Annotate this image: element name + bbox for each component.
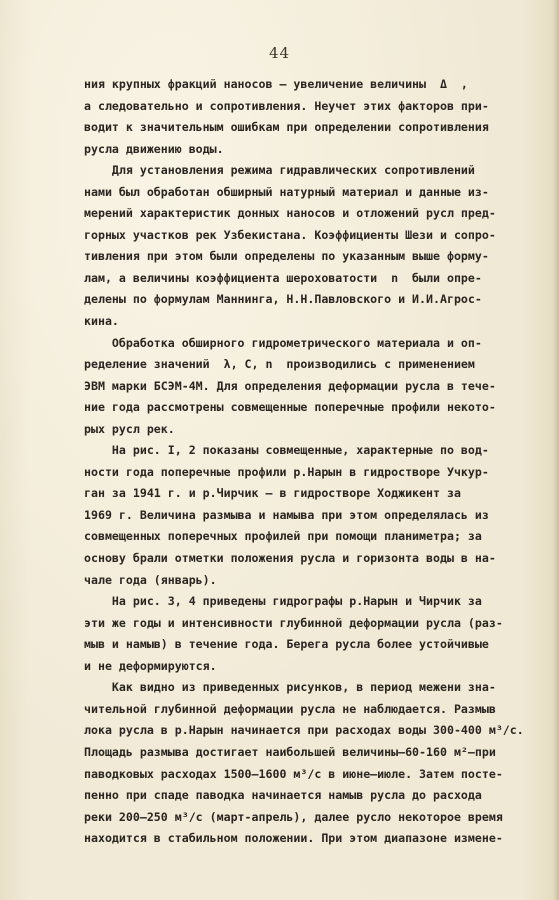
- page-number: 44: [268, 44, 291, 62]
- text-line: и не деформируются.: [84, 658, 217, 673]
- text-line: ган за 1941 г. и р.Чирчик – в гидростворе Ходжикент за: [84, 486, 461, 501]
- text-line: ние года рассмотрены совмещенные поперечные профили некото-: [84, 400, 496, 415]
- text-line: мыв и намыв) в течение года. Берега русла более устойчивые: [84, 637, 489, 652]
- text-line: На рис. 3, 4 приведены гидрографы р.Нарын и Чирчик за: [84, 594, 482, 609]
- text-line: ределение значений λ, C, n производились с применением: [84, 357, 475, 372]
- text-line: Как видно из приведенных рисунков, в период межени зна-: [84, 680, 496, 695]
- text-line: кина.: [84, 314, 119, 329]
- text-line: лока русла в р.Нарын начинается при расходах воды 300-400 м³/с.: [84, 723, 524, 738]
- text-line: Обработка обширного гидрометрического материала и оп-: [84, 335, 482, 350]
- text-line: На рис. I, 2 показаны совмещенные, характерные по вод-: [84, 443, 489, 458]
- text-line: пенно при спаде паводка начинается намыв русла до расхода: [84, 788, 482, 803]
- text-line: основу брали отметки положения русла и горизонта воды в на-: [84, 551, 496, 566]
- text-line: реки 200–250 м³/с (март-апрель), далее русло некоторое время: [84, 809, 503, 824]
- text-line: делены по формулам Маннинга, Н.Н.Павловского и И.И.Агрос-: [84, 292, 482, 307]
- text-line: ЭВМ марки БСЭМ-4М. Для определения деформации русла в тече-: [84, 378, 496, 393]
- text-line: ния крупных фракций наносов – увеличение величины Δ ,: [84, 77, 468, 91]
- text-line: Площадь размыва достигает наибольшей величины–60-160 м²–при: [84, 744, 496, 759]
- text-line: совмещенных поперечных профилей при помощи планиметра; за: [84, 529, 482, 544]
- text-line: а следовательно и сопротивления. Неучет этих факторов при-: [84, 98, 489, 113]
- text-line: паводковых расходах 1500–1600 м³/с в июне–июле. Затем посте-: [84, 766, 503, 781]
- text-line: горных участков рек Узбекистана. Коэффициенты Шези и сопро-: [84, 227, 496, 242]
- text-line: чительной глубинной деформации русла не наблюдается. Размыв: [84, 701, 496, 716]
- text-line: русла движению воды.: [84, 141, 224, 156]
- text-line: тивления при этом были определены по указанным выше форму-: [84, 249, 489, 264]
- body-text: [84, 74, 556, 850]
- text-line: Для установления режима гидравлических сопротивлений: [84, 163, 475, 178]
- text-line: лам, а величины коэффициента шероховатости n были опре-: [84, 270, 482, 285]
- text-line: мерений характеристик донных наносов и отложений русл пред-: [84, 206, 496, 221]
- text-line: чале года (январь).: [84, 572, 217, 587]
- text-line: нами был обработан обширный натурный материал и данные из-: [84, 184, 489, 199]
- text-line: рых русл рек.: [84, 421, 175, 436]
- text-line: эти же годы и интенсивности глубинной деформации русла (раз-: [84, 615, 503, 630]
- text-line: находится в стабильном положении. При этом диапазоне измене-: [84, 831, 503, 846]
- text-line: водит к значительным ошибкам при определении сопротивления: [84, 120, 489, 135]
- text-line: 1969 г. Величина размыва и намыва при этом определялась из: [84, 507, 489, 522]
- text-line: ности года поперечные профили р.Нарын в гидростворе Учкур-: [84, 464, 489, 479]
